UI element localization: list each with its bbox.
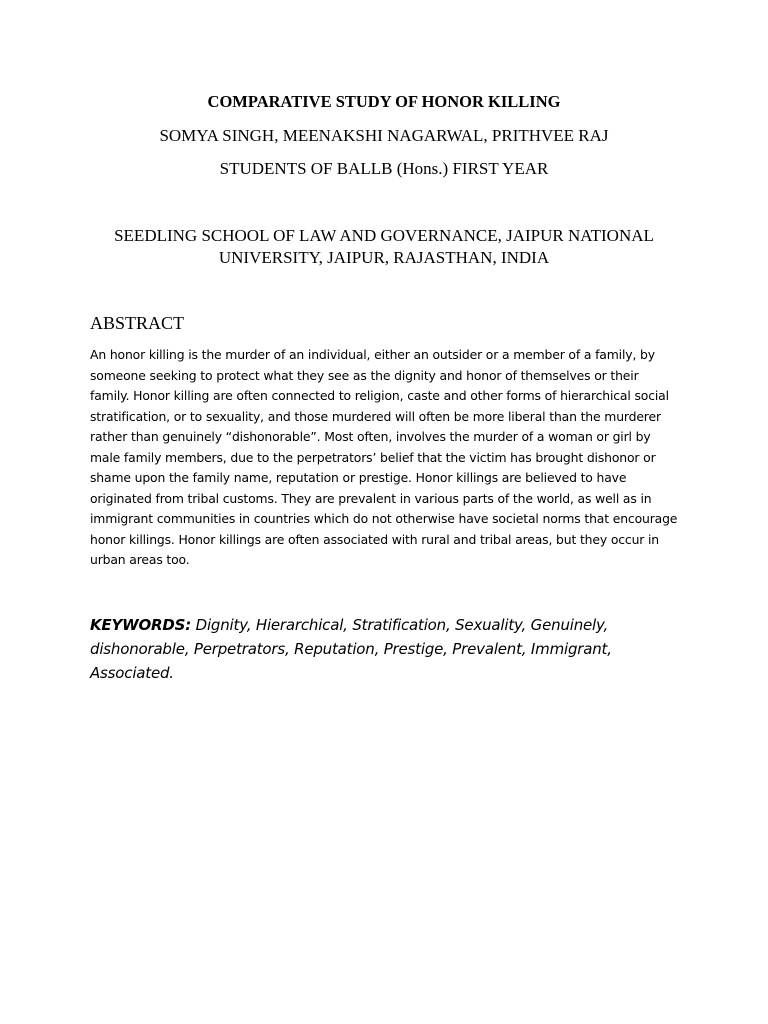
keywords-list: Dignity, Hierarchical, Stratification, Sexuality, Genuinely, dishonorable, Perpetrators, Reputation, Prestige, Prevalent, Immigrant, Associated.	[90, 616, 612, 682]
abstract-paragraph: An honor killing is the murder of an individual, either an outsider or a member of a family, by someone seeking to protect what they see as the dignity and honor of themselves or their family. Honor killing are often connected to religion, caste and other forms of hierarchical social stratification, or to sexuality, and those murdered will often be more liberal than the murderer rather than genuinely “dishonorable”. Most often, involves the murder of a woman or girl by male family members, due to the perpetrators’ belief that the victim has brought dishonor or shame upon the family name, reputation or prestige. Honor killings are believed to have originated from tribal customs. They are prevalent in various parts of the world, as well as in immigrant communities in countries which do not otherwise have societal norms that encourage honor killings. Honor killings are often associated with rural and tribal areas, but they occur in urban areas too.	[90, 347, 678, 567]
affiliation: SEEDLING SCHOOL OF LAW AND GOVERNANCE, JAIPUR NATIONAL UNIVERSITY, JAIPUR, RAJASTHAN, INDIA	[114, 226, 654, 267]
paper-title: COMPARATIVE STUDY OF HONOR KILLING	[207, 92, 561, 111]
authors-line: SOMYA SINGH, MEENAKSHI NAGARWAL, PRITHVEE RAJ	[159, 126, 609, 145]
students-line: STUDENTS OF BALLB (Hons.) FIRST YEAR	[219, 159, 549, 178]
keywords-label: KEYWORDS:	[90, 616, 192, 634]
keywords-paragraph	[90, 613, 650, 685]
abstract-heading: ABSTRACT	[90, 313, 185, 333]
